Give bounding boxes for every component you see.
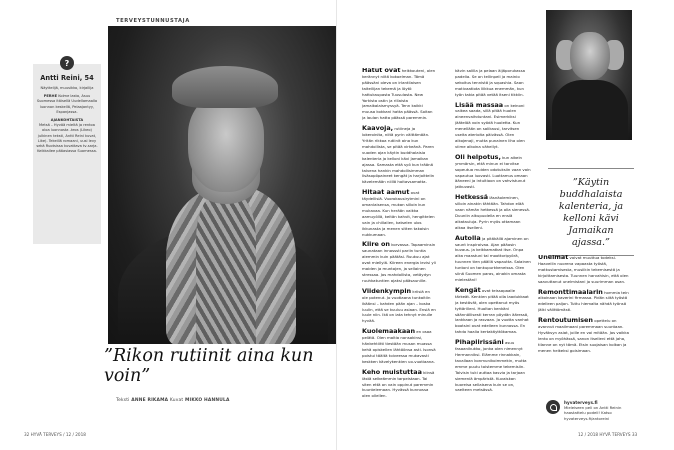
info-role: Näyttelijä, muusikko, kirjailija <box>40 86 94 90</box>
credits-text-author: ANNE RIKAMA <box>131 398 169 403</box>
info-family-text: Kolme lasta, Asuu Suomessa itäisellä Uudellamaalla luonnon keskellä, Pelaajantyy, Espanjassa. <box>36 94 98 114</box>
pull-quote: ”Käytin buddhalaista kalenteria, ja kelloni kävi Jamaikan ajassa.” <box>548 168 634 256</box>
photo-face <box>188 96 264 192</box>
paragraph-text: hommia tein aikoinaan kaverini firmassa. Pidän siitä työstä edelleen paljon. Tuttu hiemalta nähdä työnsä jälki välittömästi. <box>538 289 629 313</box>
paragraph-text: korvassa. Tapaaminsin saunataan innosssti pariin tuntia aiemmin kuin päätäsi. Ruukuu ajat ovat miellyiä. Kiireen energia levisi yli maiden ja muntojen, ja sellainen stressaa. Jos mahdollista, vetäydyn ruuhkatuntien ajaksi pääsaunille. <box>362 242 436 283</box>
paragraph-text: asuu fasaanikukko, jonka olen nimennyt Hermanniksi. Elämme rinnakkain, tavallaan konmunikoimmekin, mutta emme puutu toistemme tekemisiin. Talvisin tuki auttaa kasvia ja tarjoan siemeniä ämpäristä. Kuvaiskan kuoreisa sellaisena kuin se on, vaelteen metsässä. <box>455 340 527 393</box>
paragraph-text: kriisiä en ole potenut. Jo vuotiaana tunkaitiin ikäänsi – kahden pään ajan – koska luulin, että se kuuluu asiaan. Ensiä en luule niin. Ikä on iata tehnyt minulle hyvää. <box>362 288 436 324</box>
info-current-heading: AJANKOHTAISTA <box>50 118 84 123</box>
article-column-3 <box>538 255 631 395</box>
article-column-1 <box>362 68 436 430</box>
paragraph-lead: Kuolemaakaan <box>362 327 416 336</box>
paragraph <box>362 190 436 237</box>
article-column-2 <box>455 68 531 430</box>
photo-scarf-detail <box>196 196 256 344</box>
paragraph-lead: Unelmat <box>538 255 569 261</box>
info-family-label: PERHE <box>43 94 58 99</box>
info-family <box>36 94 98 115</box>
paragraph <box>455 195 531 230</box>
paragraph <box>362 242 436 283</box>
paragraph <box>362 286 436 324</box>
paragraph-text: ja pitäkällä ajaminen on saunt inspiroivaa. Ajan pääosin kuvaus- ja keikkamatkat itse. Onpa aika maastuni tai moottoripyörä, tuunnen tien päällä vapautta. Salainen tuntoni on tankupurkkeneissa. Olen siinä Suomen paras, ainakin omasta mielestäni! <box>455 235 531 282</box>
footer-title[interactable]: hyvaterveys.fi <box>564 400 598 405</box>
paragraph-text: rutiineja ja lokeroinita, niitä pyrin välttämään. Yritän rikkoa rutiinit aina kun mahdollista, se pitää virkeänä. Paren vuoden ajan käytin buddhalaisia kalenteria ja kelloni kävi Jamaikan ajassa. Samasta että syö kun träänä talvena hankin mahdollisimman lisäsopöpaineet kengät ja harjoittelin kävelemään niillä hoitavsamatta. <box>362 126 435 185</box>
paragraph-lead: Remonttimaalarin <box>538 287 603 296</box>
paragraph-lead: Viidenkympin <box>362 286 412 295</box>
portrait-photo <box>108 26 336 344</box>
paragraph-text: heikkouteni, olen kerännyt niitä kokoelman. Tämä päässäni oleva on irlantilaisen taiteilijan tekemä ja löytö hattukaupasta Tuusulasta. New Yorkista ostin ja rillaista jamaikalaismyssyä. Tenn kaikki muusa kokkani hatta päässä. Soitan ja laulan hatta päässä paremmin. <box>362 68 436 121</box>
paragraph <box>538 318 631 353</box>
paragraph-text: opettelu on avannut maailmaani paremmaan suuntaan. Hyväksyn asiat, joille en voi mitään. Jos vaikka lento on myöhässä, sanon itselleni että jaha, tilanne on nyt tämä. Etsin suojaisan kolkan ja menen heikeksi goisimaan. <box>538 318 629 353</box>
paragraph <box>455 100 531 150</box>
paragraph <box>362 329 436 364</box>
paragraph-lead: Keho muistuttaa <box>362 367 422 376</box>
gutter <box>336 0 337 450</box>
chat-bubble-icon <box>550 404 557 411</box>
paragraph <box>538 255 631 285</box>
video-link-icon[interactable] <box>546 400 560 414</box>
paragraph-lead: Kaavoja, <box>362 124 394 133</box>
paragraph <box>362 126 436 185</box>
paragraph <box>538 287 631 314</box>
folio-right: 12 / 2018 HYVÄ TERVEYS 33 <box>578 432 638 437</box>
paragraph-lead: Hetkessä <box>455 193 489 202</box>
credits <box>116 398 230 403</box>
credits-photo-label: Kuvat <box>169 398 184 403</box>
paragraph <box>455 233 531 283</box>
paragraph <box>455 340 531 393</box>
hands-photo <box>546 10 632 140</box>
paragraph-text: kiinsä iästä selkeämmin tarpeistaan. Tai siten että on vain oppinut paremmin kuuntelemaan. Hyvässä kunnossa olen ollellen. <box>362 369 435 399</box>
footer-text: Mieleiseen peli on Antti Reinin haastattelu podeli! Katso hyvaterveys.fi/antoreini <box>564 405 622 421</box>
paragraph <box>455 152 531 190</box>
paragraph-text: ovat teissapaalle tärkeät. Kenkien pitää olla laadukkaat ja kestävät, olen opettanut myös tyttärilleni. Huoltan kenkäni säännöllisesti kerran pöydän ääressä, lankkaan ja rasvaan. Jo vuotta vanhat bootsini ovat edelleen kunnossa. En tahdo haalia kertakäyttökamaa. <box>455 287 529 335</box>
paragraph-text: ovat täydellisiä. Vuorokausirytmini on omanlaisensa, mukan silloin kun mukavaa. Kun herään vaikka aamuyöllä, keitän kahvit, hengittelen vain ja chillailen, katselen ulos ikkunasta ja menen sitten takaisin nukkumaan. <box>362 190 435 237</box>
hands-photo-body <box>552 80 628 140</box>
paragraph-lead: Hatut ovat <box>362 68 401 74</box>
info-current-text: Metsä – Hyvää mieltä ja rentoa oloa luonnosta -teos (Likeo) julkinen teksti, Antti Reini kuvat, Like). Tekeillä romaani, uusi levy sekä Ruotsissa kuvattava tv-sarja. Keikkailee pääasiassa Suomessa. <box>36 123 98 154</box>
paragraph-lead: Autolla <box>455 233 481 242</box>
paragraph-text: voivat muuttua todeksi. Haaveilin nuorena vapaasta työstä, matkustamisesta, musiikin tekemisestä ja kirjoittamisesta. Tuunnen harvahisin, että olen saavuttanut unelmistani jo suurimman osan. <box>538 255 629 284</box>
credits-text-label: Teksti <box>116 398 130 403</box>
question-icon: ? <box>60 56 74 70</box>
paragraph-text: kun aikein ymmärsin, että minun ei tarvitse sopeutua muiden odotuksiin vaan voin vapautua luovasti. Luottamus omaan ääneeni ja intuitioon on vahvistunut jatkuvasti. <box>455 154 531 190</box>
folio-left: 32 HYVÄ TERVEYS / 12 / 2018 <box>24 432 86 437</box>
info-text <box>36 86 98 154</box>
paragraph-text: kävin salilla ja pelaan äijäporukassa padelia. Se on tellinpeli ja mainio sekoitus tennistä ja squashia. Saan motivaatiota liikkua enemmän, kun työn takia pitää vetää itseni tikkiin. <box>455 68 525 97</box>
paragraph-text: läsnäoleminen, silloin ainakin tähtään. Tahdon elää vaan nämän hetkessä ja olla sienessä. Duuniin alkupuolella en ensiä aikatauluja. Pyrin myös ottamaan aikaa itselleni. <box>455 195 530 230</box>
paragraph-lead: Oli helpotus, <box>455 152 501 161</box>
photo-hat <box>172 66 278 108</box>
hands-photo-head <box>570 32 610 80</box>
paragraph-lead: Rentoutumisen <box>538 316 593 325</box>
paragraph <box>455 68 531 98</box>
paragraph <box>455 285 531 335</box>
paragraph-text: on keinoni vaikea saada, sillä pitää huolen aineenvaihduntani. Esimerkiksi jäätelöä voin syödä huoletta. Kun menellään on salikausi, tarvitsen useita aterioita päivässä. Olen aikojenaji, mutta punainen liha olen viime aikoina vähellyt. <box>455 102 525 149</box>
footer-note <box>564 400 634 421</box>
paragraph-lead: Hitaat aamut <box>362 188 410 197</box>
paragraph-text: en osaa pelätä. Olen maltia nonsakinsi, hänkehtiitti tiestään musan muassa kehä opiskellen lähtöönsa asti. Isonsä poistui täältä toiveessa mukavasti keskken kävelykenkien uo-vuotiaana. <box>362 329 436 364</box>
paragraph-lead: Pihapiirissäni <box>455 338 504 347</box>
paragraph-lead: Kengät <box>455 285 481 294</box>
info-name: Antti Reini, 54 <box>40 74 94 82</box>
paragraph-lead: Kiire on <box>362 240 390 249</box>
headline-quote: ”Rikon rutiinit aina kun voin” <box>104 346 314 386</box>
paragraph <box>362 367 436 400</box>
paragraph-lead: Lisää massaa <box>455 100 504 109</box>
credits-photo-author: MIKKO HANNULA <box>184 398 230 403</box>
paragraph <box>362 68 436 121</box>
section-label: TERVEYSTUNNUSTAJA <box>116 18 190 24</box>
